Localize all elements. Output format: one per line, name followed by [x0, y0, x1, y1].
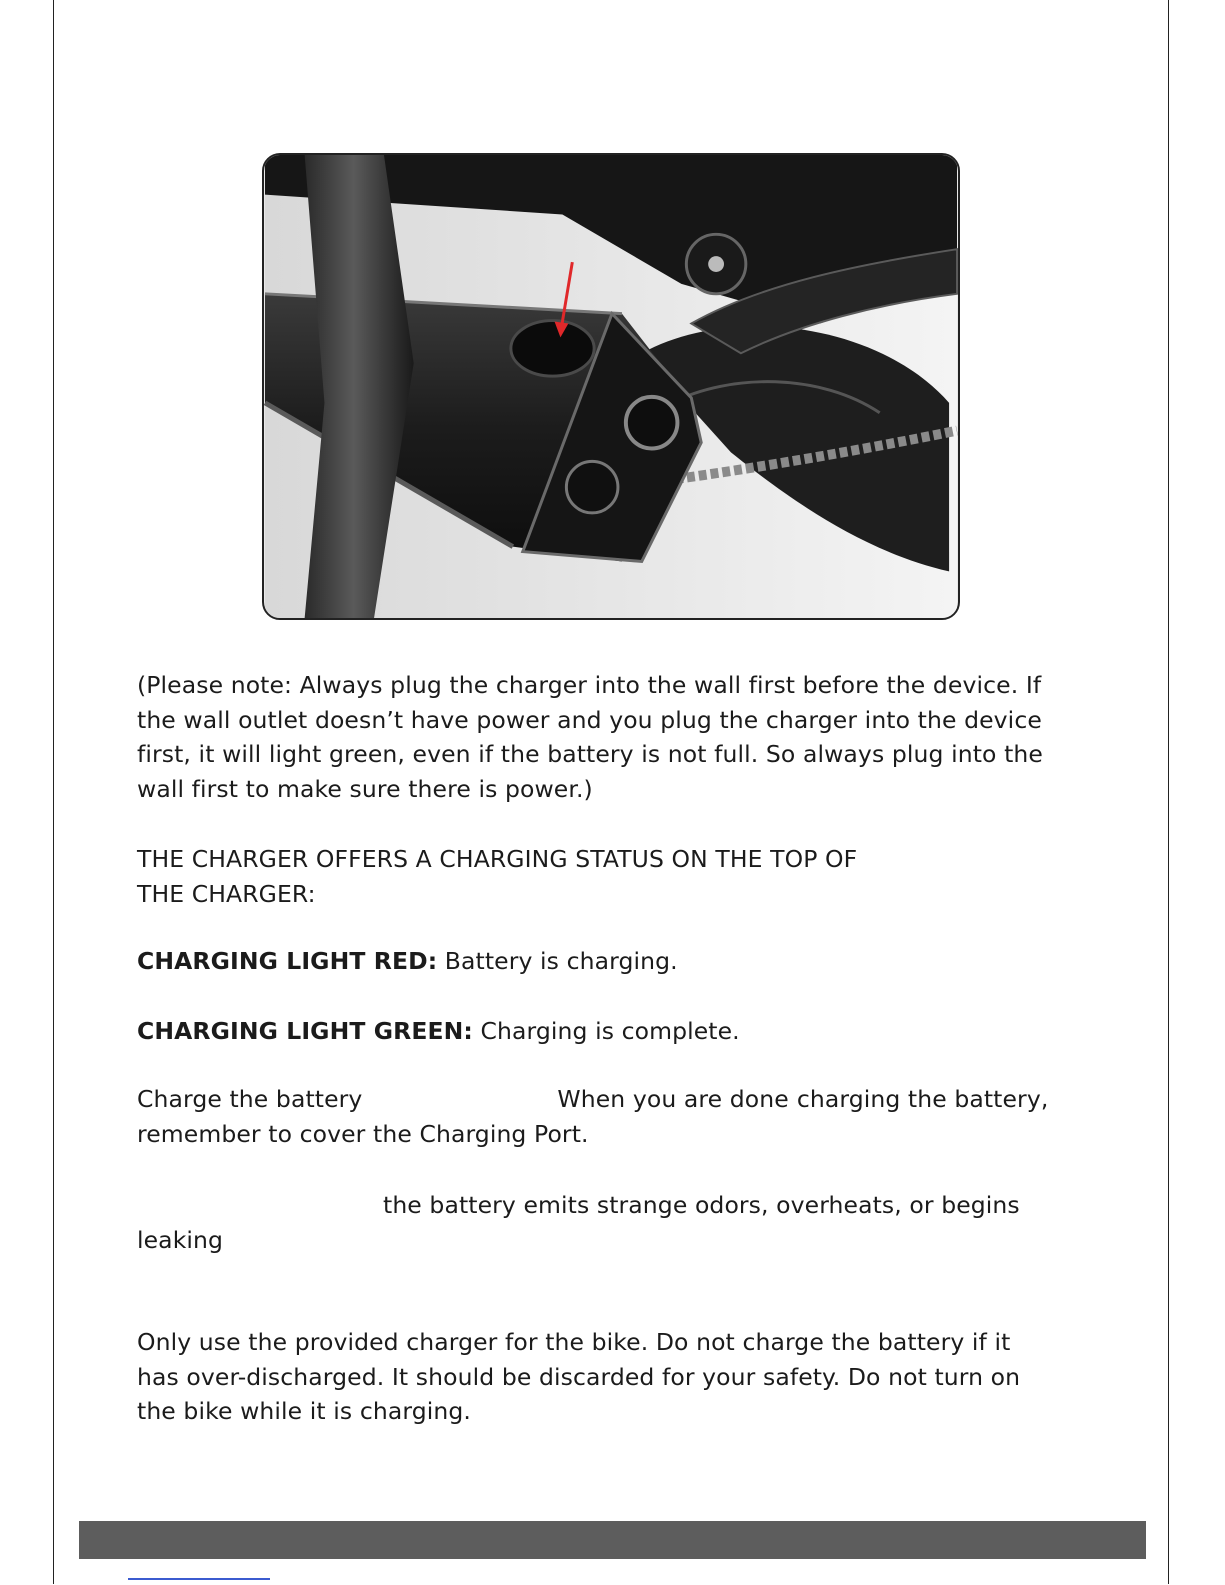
- only-use-line-2: has over-discharged. It should be discarded for your safety. Do not turn on: [137, 1362, 1021, 1391]
- footer-bar: [79, 1521, 1146, 1559]
- note-line-3: first, it will light green, even if the battery is not full. So always plug into the: [137, 740, 1043, 768]
- only-use-line-1: Only use the provided charger for the bike. Do not charge the battery if it: [137, 1328, 1011, 1356]
- note-line-1: (Please note: Always plug the charger into the wall first before the device. If: [137, 671, 1042, 699]
- charging-light-red: [137, 944, 1067, 979]
- green-light-text: Charging is complete.: [472, 1017, 740, 1045]
- red-light-text: Battery is charging.: [437, 947, 678, 975]
- battery-warning-paragraph: [137, 1188, 1067, 1257]
- battery-charging-port-photo: [262, 153, 960, 620]
- charge-battery-paragraph: [137, 1082, 1067, 1151]
- status-heading-line-2: THE CHARGER:: [137, 879, 316, 908]
- warning-text-part-1: the battery emits strange odors, overheats, or begins: [383, 1191, 1020, 1219]
- warning-text-line-2: leaking: [137, 1225, 224, 1254]
- charging-status-heading: [137, 842, 1067, 911]
- charge-text-part-1: Charge the battery: [137, 1085, 363, 1113]
- note-line-2: the wall outlet doesn’t have power and you plug the charger into the device: [137, 705, 1042, 734]
- charging-light-green: [137, 1014, 1067, 1049]
- note-line-4: wall first to make sure there is power.): [137, 774, 593, 803]
- charge-text-part-2: When you are done: [557, 1085, 789, 1113]
- charge-text-line-2: remember to cover the Charging Port.: [137, 1119, 589, 1148]
- charge-text-part-3: charging the battery,: [796, 1085, 1049, 1113]
- only-use-line-3: the bike while it is charging.: [137, 1397, 471, 1425]
- status-heading-line-1: THE CHARGER OFFERS A CHARGING STATUS ON THE TOP OF: [137, 845, 858, 873]
- footer-link-underline: [128, 1578, 270, 1580]
- green-light-label: CHARGING LIGHT GREEN:: [137, 1017, 473, 1045]
- charger-plug-note: [137, 668, 1067, 806]
- provided-charger-paragraph: [137, 1325, 1067, 1429]
- red-light-label: CHARGING LIGHT RED:: [137, 947, 438, 975]
